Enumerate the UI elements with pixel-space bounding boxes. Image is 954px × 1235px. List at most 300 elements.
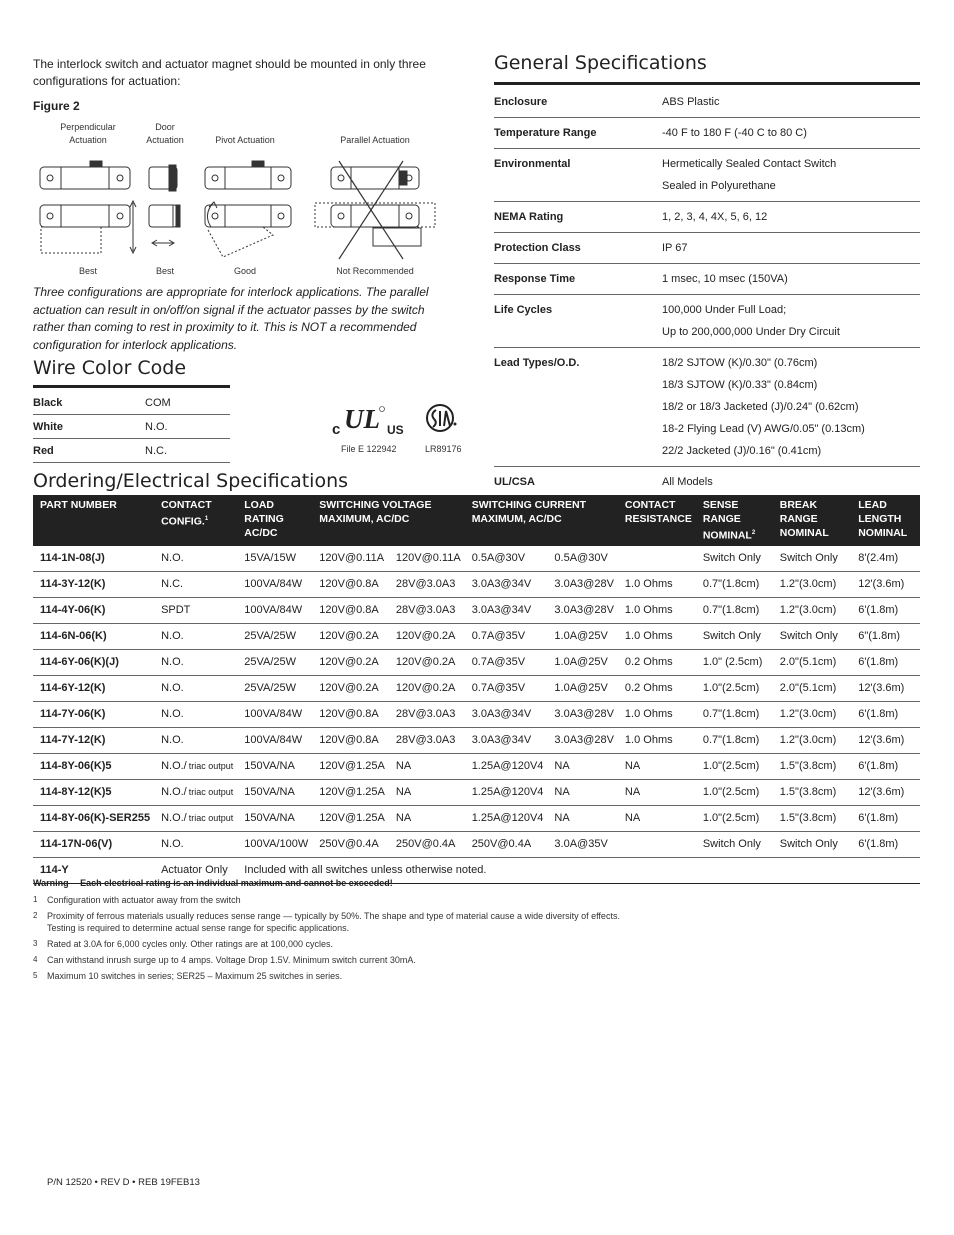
break-range (773, 649, 851, 675)
contact-resistance (618, 831, 696, 857)
contact-resistance (618, 675, 696, 701)
caption-door: Door Actuation (146, 122, 184, 145)
table-row (33, 623, 920, 649)
ul-us: US (387, 423, 404, 437)
rating-door: Best (155, 266, 174, 276)
part-number: 114-Y (33, 857, 154, 883)
lead-length (851, 675, 920, 701)
sense-range-text: 0.7"(1.8cm) (702, 578, 760, 590)
sense-range (696, 779, 773, 805)
spec-value-line: 1 msec, 10 msec (150VA) (662, 273, 788, 285)
load-rating (237, 727, 312, 753)
lead-length-text: 12'(3.6m) (858, 786, 905, 798)
load-rating-text: 25VA/25W (244, 682, 297, 694)
header-break-range: BREAK RANGE NOMINAL (773, 495, 851, 546)
contact-config (154, 753, 237, 779)
load-rating (237, 805, 312, 831)
load-rating (237, 831, 312, 857)
general-specs-table (494, 87, 920, 498)
lead-length-text: 8'(2.4m) (858, 552, 899, 564)
table-row (33, 779, 920, 805)
lead-length (851, 571, 920, 597)
spec-label: Protection Class (494, 233, 662, 264)
actuation-diagram (33, 155, 453, 265)
warning-text: Warning— Each electrical rating is an individual maximum and cannot be exceeded! (33, 878, 393, 888)
load-rating-text: 100VA/84W (244, 578, 303, 590)
contact-config-text: N.O. (161, 682, 184, 694)
sense-range (696, 753, 773, 779)
wire-function: N.C. (145, 439, 230, 463)
break-range (773, 675, 851, 701)
ul-c: c (332, 421, 341, 438)
sense-range (696, 675, 773, 701)
lead-length-text: 6'(1.8m) (858, 708, 899, 720)
switching-voltage-dc-text: 28V@3.0A3 (395, 604, 456, 616)
spec-label: Life Cycles (494, 295, 662, 348)
spec-label: UL/CSA (494, 467, 662, 498)
part-number (33, 727, 154, 753)
header-sense-range: SENSE RANGE NOMINAL$^2$ (696, 495, 773, 546)
part-number (33, 675, 154, 701)
contact-config (154, 779, 237, 805)
footnote (33, 954, 647, 966)
load-rating-text: 150VA/NA (244, 786, 295, 798)
sense-range-text: Switch Only (702, 630, 761, 642)
switching-current-ac-text: 1.25A@120V4 (471, 786, 544, 798)
spec-value (662, 87, 920, 118)
spec-value-line: 100,000 Under Full Load; (662, 304, 787, 316)
lead-length (851, 546, 920, 572)
switching-current-ac-text: 0.7A@35V (471, 630, 526, 642)
switching-voltage-dc (389, 675, 465, 701)
switching-voltage-ac (312, 701, 389, 727)
part-number (33, 701, 154, 727)
header-switching-current: SWITCHING CURRENT MAXIMUM, AC/DC (465, 495, 618, 546)
header-load-rating: LOAD RATING AC/DC (237, 495, 312, 546)
break-range (773, 623, 851, 649)
switching-voltage-dc-text: 250V@0.4A (395, 838, 456, 850)
contact-resistance (618, 779, 696, 805)
switching-current-dc (547, 649, 618, 675)
sense-range-text: 0.7"(1.8cm) (702, 604, 760, 616)
header-lead-length: LEAD LENGTH NOMINAL (851, 495, 920, 546)
load-rating (237, 597, 312, 623)
footnote-text: Proximity of ferrous materials usually reduces sense range — typically by 50%. The shape and type of material cause a wide diversity of effects. Testing is required to determine actual sense range for specific applications. (47, 911, 620, 933)
spec-value-line: IP 67 (662, 242, 688, 254)
contact-resistance-text: NA (624, 786, 641, 798)
sense-range-text: 1.0" (2.5cm) (702, 656, 763, 668)
sense-range (696, 649, 773, 675)
load-rating (237, 649, 312, 675)
switching-voltage-ac-text: 250V@0.4A (319, 838, 379, 850)
switching-current-dc (547, 831, 618, 857)
contact-config (154, 597, 237, 623)
header-switching-voltage: SWITCHING VOLTAGE MAXIMUM, AC/DC (312, 495, 464, 546)
footnote (33, 894, 647, 906)
switching-voltage-ac-text: 120V@0.8A (319, 578, 379, 590)
caption-pivot: Pivot Actuation (215, 135, 275, 145)
break-range-text: 1.5"(3.8cm) (779, 786, 837, 798)
rating-pivot: Good (233, 266, 257, 276)
switching-current-dc-text: 3.0A3@28V (554, 604, 614, 616)
break-range (773, 753, 851, 779)
part-number-text: 114-4Y-06(K) (40, 604, 106, 616)
csa-logo (425, 402, 459, 436)
figure-note: Three configurations are appropriate for interlock applications. The parallel actuation can result in on/off/on signal if the actuator passes by the switch rather than coming to rest in proximity to it. This is NOT a recommended configuration for interlock applications. (33, 285, 429, 352)
switching-voltage-ac-text: 120V@0.8A (319, 708, 379, 720)
sense-range-text: 1.0"(2.5cm) (702, 812, 760, 824)
general-specs-title: General Specifications (494, 52, 707, 74)
wire-row (33, 391, 230, 415)
switching-current-dc (547, 753, 618, 779)
break-range-text: 1.5"(3.8cm) (779, 760, 837, 772)
wire-color: Red (33, 439, 145, 463)
lead-length-text: 12'(3.6m) (858, 734, 905, 746)
spec-value (662, 118, 920, 149)
switching-voltage-dc-text: 28V@3.0A3 (395, 578, 456, 590)
switching-current-ac (465, 831, 548, 857)
switching-voltage-ac-text: 120V@1.25A (319, 786, 385, 798)
footnote-text: Rated at 3.0A for 6,000 cycles only. Other ratings are at 100,000 cycles. (47, 939, 333, 949)
ordering-title: Ordering/Electrical Specifications (33, 470, 349, 492)
switching-current-dc (547, 675, 618, 701)
break-range-text: Switch Only (779, 552, 838, 564)
switching-current-ac-text: 0.5A@30V (471, 552, 526, 564)
part-number-text: 114-1N-08(J) (40, 552, 105, 564)
ul-mark: UL (344, 404, 380, 434)
contact-resistance-text: 1.0 Ohms (624, 734, 673, 746)
switching-current-ac-text: 1.25A@120V4 (471, 812, 544, 824)
switching-current-dc-text: NA (554, 786, 570, 798)
switching-current-dc-text: 0.5A@30V (554, 552, 608, 564)
load-rating-text: 100VA/84W (244, 708, 303, 720)
lead-length (851, 649, 920, 675)
rating-parallel: Not Recommended (336, 266, 414, 276)
spec-label: Enclosure (494, 87, 662, 118)
contact-config: Actuator Only (154, 857, 237, 883)
ordering-table (33, 495, 920, 884)
spec-row (494, 202, 920, 233)
spec-value (662, 149, 920, 202)
switching-voltage-ac (312, 805, 389, 831)
spec-value-line: 18/2 SJTOW (K)/0.30" (0.76cm) (662, 357, 818, 369)
footnote-number: 1 (33, 895, 38, 904)
wire-row (33, 439, 230, 463)
contact-config (154, 571, 237, 597)
triac-output-note: triac output (188, 761, 234, 772)
switching-voltage-dc-text: NA (395, 786, 412, 798)
switching-current-ac (465, 727, 548, 753)
wire-color: Black (33, 391, 145, 415)
spec-value (662, 467, 920, 498)
lead-length-text: 6'(1.8m) (858, 656, 899, 668)
contact-config-text: N.O. (161, 734, 184, 746)
wire-row (33, 415, 230, 439)
contact-resistance (618, 753, 696, 779)
switching-voltage-ac-text: 120V@0.8A (319, 734, 379, 746)
table-row (33, 546, 920, 572)
switching-current-ac-text: 3.0A3@34V (471, 604, 532, 616)
switching-voltage-dc-text: 28V@3.0A3 (395, 734, 456, 746)
spec-value-line: 1, 2, 3, 4, 4X, 5, 6, 12 (662, 211, 768, 223)
part-number (33, 805, 154, 831)
footnote-number: 2 (33, 911, 38, 920)
contact-config (154, 623, 237, 649)
contact-config-text: SPDT (161, 604, 191, 616)
contact-resistance-text: 1.0 Ohms (624, 578, 673, 590)
sense-range (696, 546, 773, 572)
switching-voltage-ac-text: 120V@0.11A (319, 552, 385, 564)
contact-config-text: N.O./ (161, 812, 187, 824)
part-number (33, 623, 154, 649)
part-number (33, 571, 154, 597)
spec-value-line: 18/2 or 18/3 Jacketed (J)/0.24" (0.62cm) (662, 401, 859, 413)
sense-range-text: 1.0"(2.5cm) (702, 760, 760, 772)
part-number-text: 114-8Y-12(K)5 (40, 786, 112, 798)
footnote-number: 5 (33, 971, 38, 980)
load-rating (237, 571, 312, 597)
break-range (773, 546, 851, 572)
sense-range (696, 831, 773, 857)
spec-row (494, 149, 920, 202)
switching-voltage-dc-text: 120V@0.2A (395, 682, 456, 694)
sense-range-text: Switch Only (702, 552, 761, 564)
switching-voltage-dc (389, 727, 465, 753)
contact-config (154, 701, 237, 727)
sense-range (696, 597, 773, 623)
switching-current-dc (547, 779, 618, 805)
wire-color-title: Wire Color Code (33, 357, 187, 379)
table-row (33, 597, 920, 623)
load-rating-text: 100VA/100W (244, 838, 309, 850)
switching-current-ac (465, 675, 548, 701)
spec-label: Response Time (494, 264, 662, 295)
footnote-ref: 2 (751, 530, 756, 536)
contact-resistance (618, 597, 696, 623)
break-range (773, 805, 851, 831)
part-number (33, 597, 154, 623)
break-range-text: 1.2"(3.0cm) (779, 734, 837, 746)
spec-row (494, 87, 920, 118)
part-number (33, 779, 154, 805)
footnote (33, 970, 647, 982)
contact-resistance (618, 623, 696, 649)
table-row (33, 571, 920, 597)
load-rating (237, 701, 312, 727)
switching-current-dc-text: NA (554, 812, 570, 824)
part-number-text: 114-8Y-06(K)-SER255 (40, 812, 151, 824)
header-contact-config: CONTACT CONFIG.$^1$ (154, 495, 237, 546)
spec-row (494, 233, 920, 264)
switching-current-dc-text: NA (554, 760, 570, 772)
switching-current-dc (547, 701, 618, 727)
part-number-text: 114-6Y-12(K) (40, 682, 106, 694)
break-range-text: 1.2"(3.0cm) (779, 578, 837, 590)
break-range-text: Switch Only (779, 838, 838, 850)
triac-output-note: triac output (188, 813, 234, 824)
spec-value (662, 295, 920, 348)
spec-value (662, 264, 920, 295)
contact-resistance-text: 0.2 Ohms (624, 656, 673, 668)
wire-function: COM (145, 391, 230, 415)
switching-voltage-ac-text: 120V@0.8A (319, 604, 379, 616)
load-rating (237, 623, 312, 649)
table-row (33, 831, 920, 857)
contact-resistance-text: 1.0 Ohms (624, 604, 673, 616)
switching-voltage-ac (312, 831, 389, 857)
switching-voltage-dc (389, 701, 465, 727)
ul-logo (330, 404, 406, 438)
spec-value (662, 233, 920, 264)
switching-voltage-dc (389, 649, 465, 675)
table-row (33, 727, 920, 753)
part-number (33, 831, 154, 857)
contact-config-text: N.O./ (161, 760, 187, 772)
footnote-number: 3 (33, 939, 38, 948)
contact-config (154, 805, 237, 831)
contact-config (154, 675, 237, 701)
switching-voltage-dc (389, 571, 465, 597)
footnote (33, 938, 647, 950)
switching-voltage-ac-text: 120V@0.2A (319, 656, 379, 668)
break-range (773, 597, 851, 623)
load-rating-text: 100VA/84W (244, 604, 303, 616)
part-number-text: 114-17N-06(V) (40, 838, 113, 850)
lead-length (851, 779, 920, 805)
lead-length-text: 6"(1.8m) (858, 630, 901, 642)
switching-voltage-ac (312, 546, 389, 572)
table-row (33, 753, 920, 779)
spec-value-line: Up to 200,000,000 Under Dry Circuit (662, 326, 840, 338)
switching-voltage-ac (312, 727, 389, 753)
switching-current-ac-text: 0.7A@35V (471, 656, 526, 668)
lead-length (851, 805, 920, 831)
switching-current-ac-text: 3.0A3@34V (471, 578, 532, 590)
break-range-text: 1.5"(3.8cm) (779, 812, 837, 824)
part-number-text: 114-8Y-06(K)5 (40, 760, 112, 772)
spec-row (494, 264, 920, 295)
part-number (33, 546, 154, 572)
switching-voltage-dc-text: 28V@3.0A3 (395, 708, 456, 720)
caption-parallel: Parallel Actuation (340, 135, 410, 145)
switching-voltage-ac (312, 649, 389, 675)
lead-length-text: 12'(3.6m) (858, 578, 905, 590)
wire-color-table (33, 391, 230, 463)
lead-length (851, 701, 920, 727)
contact-resistance (618, 571, 696, 597)
figure-label: Figure 2 (33, 99, 80, 113)
load-rating-text: 100VA/84W (244, 734, 303, 746)
spec-value-line: Hermetically Sealed Contact Switch (662, 158, 837, 170)
switching-voltage-dc (389, 753, 465, 779)
contact-resistance (618, 701, 696, 727)
contact-resistance-text: 1.0 Ohms (624, 630, 673, 642)
footnote-text: Can withstand inrush surge up to 4 amps. Voltage Drop 1.5V. Minimum switch current 30mA. (47, 955, 416, 965)
contact-config-text: N.O. (161, 708, 184, 720)
spec-value-line: All Models (662, 476, 713, 488)
table-row (33, 805, 920, 831)
spec-value-line: -40 F to 180 F (-40 C to 80 C) (662, 127, 807, 139)
contact-resistance (618, 649, 696, 675)
break-range-text: 2.0"(5.1cm) (779, 682, 837, 694)
switching-current-ac (465, 753, 548, 779)
lead-length (851, 623, 920, 649)
part-number (33, 649, 154, 675)
switching-voltage-ac (312, 779, 389, 805)
spec-label: Environmental (494, 149, 662, 202)
load-rating-text: 25VA/25W (244, 656, 297, 668)
spec-label: Temperature Range (494, 118, 662, 149)
lead-length-text: 6'(1.8m) (858, 604, 899, 616)
break-range (773, 779, 851, 805)
caption-perpendicular: Perpendicular Actuation (60, 122, 116, 145)
switching-current-dc (547, 623, 618, 649)
switching-current-dc-text: 3.0A@35V (554, 838, 608, 850)
switching-current-ac (465, 623, 548, 649)
load-rating-text: 15VA/15W (244, 552, 297, 564)
load-rating (237, 675, 312, 701)
switching-current-ac-text: 250V@0.4A (471, 838, 532, 850)
break-range-text: Switch Only (779, 630, 838, 642)
footnote-text: Configuration with actuator away from the switch (47, 895, 241, 905)
sense-range (696, 571, 773, 597)
wire-function: N.O. (145, 415, 230, 439)
switching-voltage-ac-text: 120V@0.2A (319, 682, 379, 694)
contact-resistance-text: NA (624, 760, 641, 772)
lead-length (851, 753, 920, 779)
switching-current-dc-text: 1.0A@25V (554, 682, 608, 694)
triac-output-note: triac output (188, 787, 234, 798)
contact-config-text: N.O. (161, 656, 184, 668)
switching-voltage-dc (389, 623, 465, 649)
switching-voltage-ac (312, 623, 389, 649)
switching-current-ac (465, 805, 548, 831)
load-rating (237, 546, 312, 572)
switching-voltage-dc-text: 120V@0.2A (395, 630, 456, 642)
switching-current-ac-text: 0.7A@35V (471, 682, 526, 694)
switching-voltage-dc (389, 597, 465, 623)
lead-length-text: 6'(1.8m) (858, 812, 899, 824)
switching-voltage-ac (312, 675, 389, 701)
sense-range-text: 0.7"(1.8cm) (702, 708, 760, 720)
sense-range (696, 701, 773, 727)
switching-current-ac-text: 3.0A3@34V (471, 734, 532, 746)
switching-voltage-ac (312, 753, 389, 779)
switching-current-ac-text: 1.25A@120V4 (471, 760, 544, 772)
spec-value-line: 18-2 Flying Lead (V) AWG/0.05" (0.13cm) (662, 423, 865, 435)
sense-range (696, 623, 773, 649)
table-row (33, 649, 920, 675)
switching-current-ac (465, 571, 548, 597)
switching-current-ac (465, 649, 548, 675)
spec-row (494, 467, 920, 498)
part-number-text: 114-3Y-12(K) (40, 578, 106, 590)
header-part-number: PART NUMBER (33, 495, 154, 546)
lead-length (851, 597, 920, 623)
switching-current-dc-text: 1.0A@25V (554, 630, 608, 642)
csa-file: LR89176 (425, 444, 462, 454)
sense-range (696, 805, 773, 831)
ordering-header-row (33, 495, 920, 546)
contact-resistance (618, 727, 696, 753)
switching-voltage-ac-text: 120V@1.25A (319, 760, 385, 772)
spec-row (494, 348, 920, 467)
ul-file: File E 122942 (341, 444, 397, 454)
load-rating (237, 779, 312, 805)
part-number-text: 114-6N-06(K) (40, 630, 107, 642)
break-range (773, 727, 851, 753)
header-contact-resistance: CONTACT RESISTANCE (618, 495, 696, 546)
